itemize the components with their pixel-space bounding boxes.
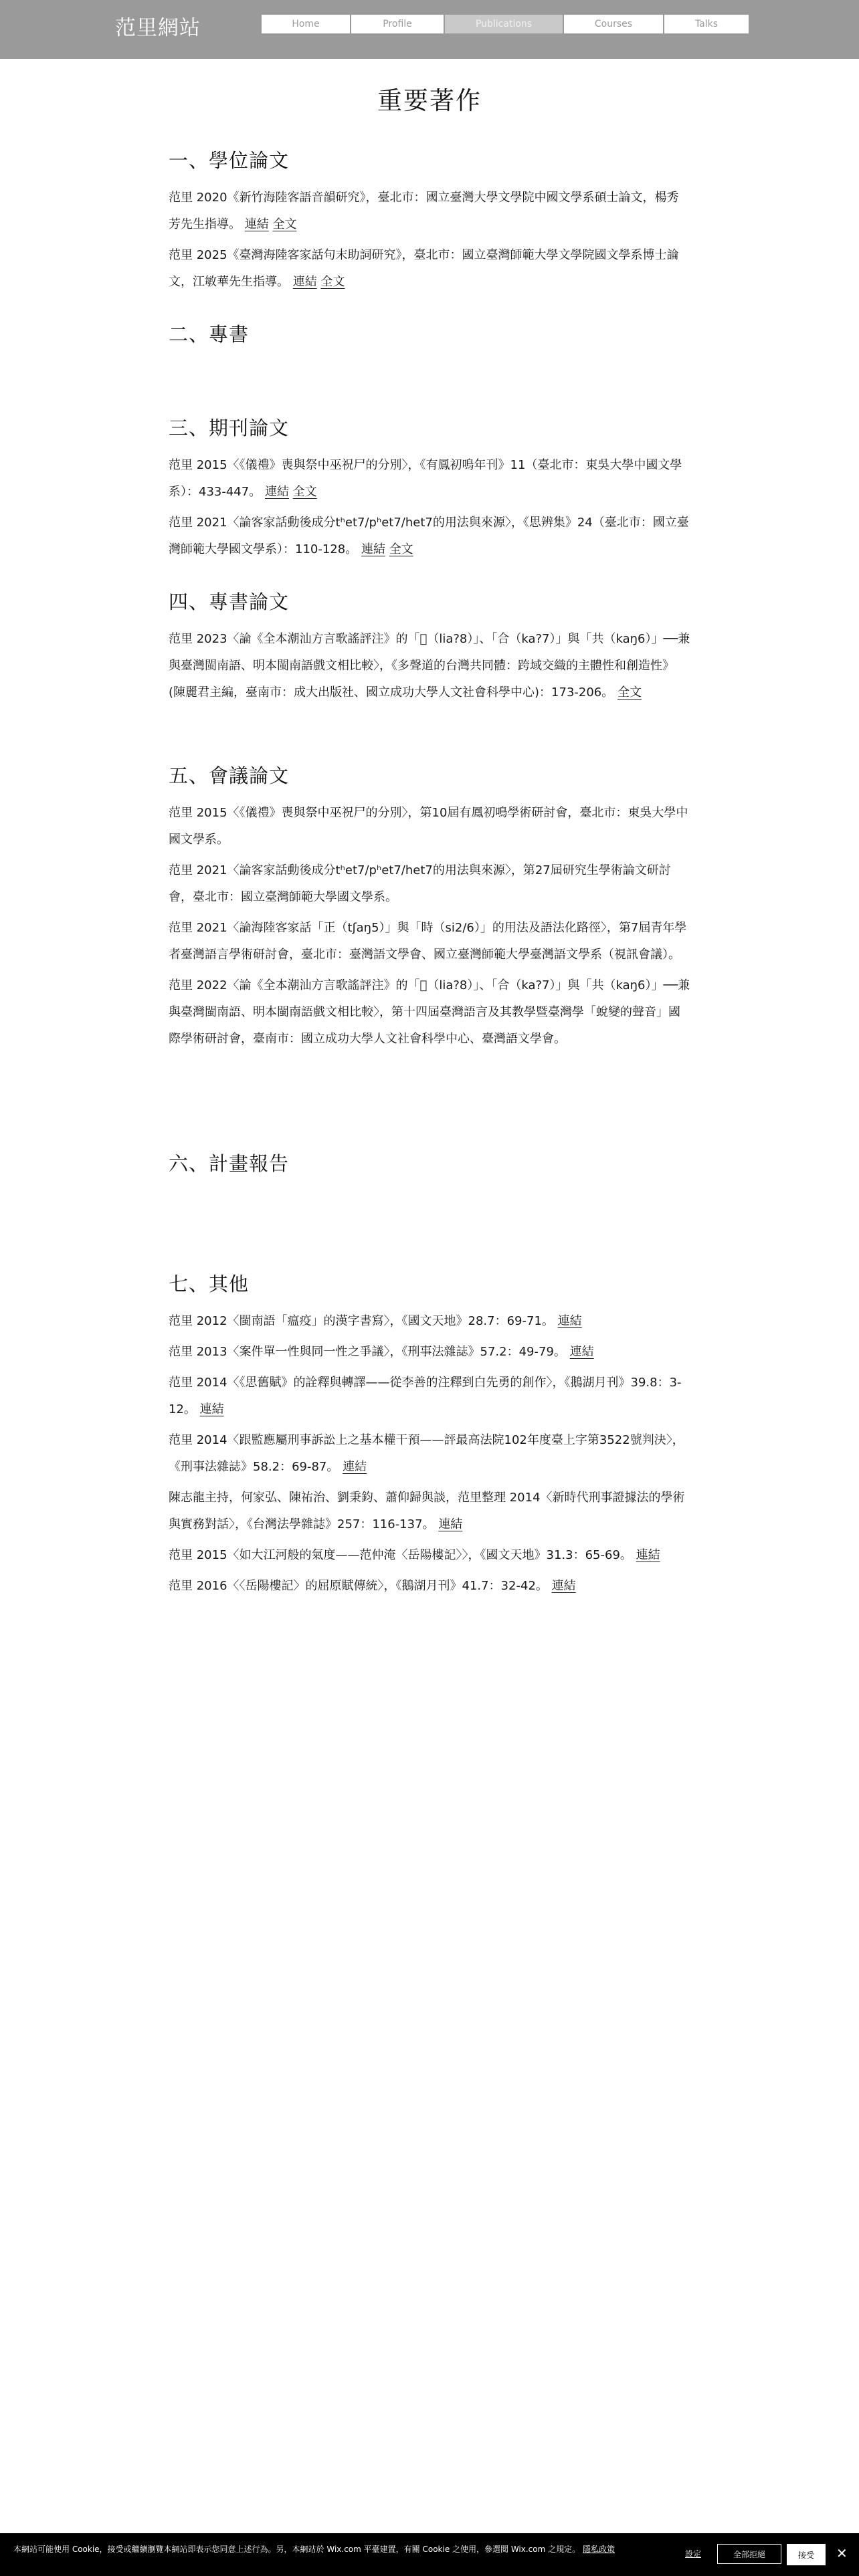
section-project-reports <box>169 1149 690 1188</box>
fulltext-link[interactable]: 全文 <box>389 542 413 556</box>
link[interactable]: 連結 <box>199 1402 224 1416</box>
entry-text: 范里 2025《臺灣海陸客家話句末助詞研究》，臺北市：國立臺灣師範大學文學院國文學系博士論文，江敏華先生指導。 <box>169 248 679 289</box>
site-title[interactable]: 范里網站 <box>115 16 201 40</box>
list-item <box>169 1370 690 1423</box>
link[interactable]: 連結 <box>361 542 385 556</box>
section-title: 五、會議論文 <box>169 764 290 787</box>
decline-all-button[interactable]: 全部拒絕 <box>717 2544 781 2564</box>
section-others <box>169 1269 690 1604</box>
list-item <box>169 1308 690 1335</box>
list-item <box>169 857 690 911</box>
list-item <box>169 1542 690 1569</box>
cookie-settings-link[interactable]: 設定 <box>685 2549 702 2559</box>
list-item <box>169 800 690 853</box>
entry-text: 范里 2015〈《儀禮》喪與祭中巫祝尸的分別〉，《有鳳初鳴年刊》11（臺北市：東吳大學中國文學系）：433-447。 <box>169 458 682 499</box>
fulltext-link[interactable]: 全文 <box>617 685 642 700</box>
entry-text: 范里 2014〈跟監應屬刑事訴訟上之基本權干預——評最高法院102年度臺上字第3522號判決〉，《刑事法雜誌》58.2：69-87。 <box>169 1433 684 1474</box>
entry-text: 范里 2013〈案件單一性與同一性之爭議〉，《刑事法雜誌》57.2：49-79。 <box>169 1345 566 1359</box>
accept-button[interactable]: 接受 <box>787 2544 826 2565</box>
link[interactable]: 連結 <box>438 1517 463 1531</box>
list-item <box>169 510 690 563</box>
list-item <box>169 1339 690 1366</box>
list-item <box>169 972 690 1053</box>
cookie-text: 本網站可能使用 Cookie，接受或繼續瀏覽本網站即表示您同意上述行為。另，本網站於 Wix.com 平臺建置，有關 Cookie 之使用，參選閱 Wix.com 之規定。 <box>13 2545 581 2554</box>
list-item <box>169 242 690 296</box>
list-item <box>169 1427 690 1481</box>
link[interactable]: 連結 <box>551 1579 576 1593</box>
entry-text: 范里 2021〈論海陸客家話「正（tʃaŋ5）」與「時（si2/6）」的用法及語法化路徑〉，第7屆青年學者臺灣語言學術研討會，臺北市：臺灣語文學會、國立臺灣師範大學臺灣語文學系（視訊會議）。 <box>169 921 687 962</box>
entry-text: 范里 2014〈《思舊賦》的詮釋與轉譯——從李善的注釋到白先勇的創作〉，《鵝湖月刊》39.8：3-12。 <box>169 1376 682 1416</box>
list-item <box>169 185 690 238</box>
section-title: 一、學位論文 <box>169 149 290 172</box>
section-title: 四、專書論文 <box>169 591 290 613</box>
list-item <box>169 1573 690 1600</box>
fulltext-link[interactable]: 全文 <box>292 485 317 499</box>
nav-home[interactable]: Home <box>262 15 351 33</box>
entry-text: 范里 2021〈論客家話動後成分tʰet7/pʰet7/het7的用法與來源〉，《思辨集》24（臺北市：國立臺灣師範大學國文學系）：110-128。 <box>169 516 689 556</box>
link[interactable]: 連結 <box>292 275 317 289</box>
link[interactable]: 連結 <box>636 1548 660 1562</box>
entry-text: 范里 2015〈如大江河般的氣度——范仲淹〈岳陽樓記〉〉，《國文天地》31.3：65-69。 <box>169 1548 632 1562</box>
link[interactable]: 連結 <box>244 217 269 231</box>
site-header <box>0 0 859 59</box>
entry-text: 陳志龍主持，何家弘、陳祐治、劉秉鈞、蕭仰歸與談，范里整理 2014〈新時代刑事證據法的學術與實務對話〉，《台灣法學雜誌》257：116-137。 <box>169 1491 685 1531</box>
list-item <box>169 626 690 706</box>
entry-text: 范里 2022〈論《全本潮汕方言歌謠評注》的「𫈃（lia?8）」、「合（ka?7）」與「共（kaŋ6）」──兼與臺灣閩南語、明本閩南語戲文相比較〉，第十四屆臺灣語言及其教學暨臺灣學「蛻變的聲音」國際學術研討會，臺南市：國立成功大學人文社會科學中心、臺灣語文學會。 <box>169 978 690 1046</box>
link[interactable]: 連結 <box>343 1460 367 1474</box>
nav-profile[interactable]: Profile <box>351 15 445 33</box>
list-item <box>169 915 690 968</box>
entry-text: 范里 2016〈〈岳陽樓記〉的屈原賦傳統〉，《鵝湖月刊》41.7：32-42。 <box>169 1579 548 1593</box>
close-icon[interactable]: ✕ <box>836 2545 848 2561</box>
section-journal-articles <box>169 413 690 567</box>
link[interactable]: 連結 <box>557 1314 582 1328</box>
entry-text: 范里 2015〈《儀禮》喪與祭中巫祝尸的分別〉，第10屆有鳳初鳴學術研討會，臺北市：東吳大學中國文學系。 <box>169 806 688 847</box>
nav-talks[interactable]: Talks <box>694 19 719 29</box>
link[interactable]: 連結 <box>264 485 289 499</box>
fulltext-link[interactable]: 全文 <box>320 275 345 289</box>
section-conference-papers <box>169 761 690 1057</box>
entry-text: 范里 2021〈論客家話動後成分tʰet7/pʰet7/het7的用法與來源〉，第27屆研究生學術論文研討會，臺北市：國立臺灣師範大學國文學系。 <box>169 863 671 904</box>
privacy-policy-link[interactable]: 隱私政策 <box>582 2545 615 2554</box>
nav-courses[interactable]: Courses <box>564 15 664 33</box>
section-title: 二、專書 <box>169 323 250 346</box>
section-title: 七、其他 <box>169 1273 250 1295</box>
section-title: 六、計畫報告 <box>169 1152 290 1175</box>
nav-publications[interactable]: Publications <box>445 15 564 33</box>
entry-text: 范里 2020《新竹海陸客語音韻研究》，臺北市：國立臺灣大學文學院中國文學系碩士論文，楊秀芳先生指導。 <box>169 191 679 231</box>
list-item <box>169 1485 690 1538</box>
main-nav <box>262 15 749 33</box>
section-book-chapters <box>169 587 690 710</box>
section-books <box>169 320 690 358</box>
entry-text: 范里 2023〈論《全本潮汕方言歌謠評注》的「𫈃（lia?8）」、「合（ka?7）」與「共（kaŋ6）」──兼與臺灣閩南語、明本閩南語戲文相比較〉，《多聲道的台灣共同體：跨域交織的主體性和創造性》(陳麗君主編，臺南市：成大出版社、國立成功大學人文社會科學中心)：173-206。 <box>169 632 690 700</box>
main-content <box>169 79 690 1593</box>
page-title: 重要著作 <box>377 86 482 115</box>
link[interactable]: 連結 <box>569 1345 594 1359</box>
list-item <box>169 452 690 506</box>
section-title: 三、期刊論文 <box>169 417 290 439</box>
cookie-banner <box>0 2533 859 2576</box>
entry-text: 范里 2012〈閩南語「瘟疫」的漢字書寫〉，《國文天地》28.7：69-71。 <box>169 1314 554 1328</box>
section-degree-theses <box>169 146 690 300</box>
cookie-message <box>13 2543 662 2556</box>
fulltext-link[interactable]: 全文 <box>272 217 297 231</box>
